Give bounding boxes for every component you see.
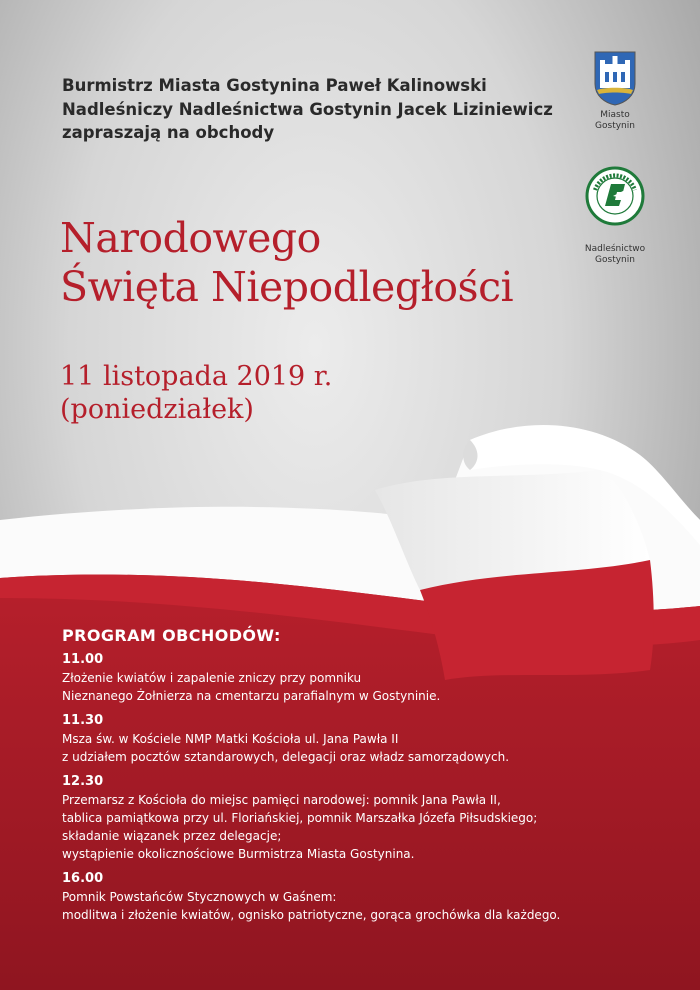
title-line-1: Narodowego [60, 214, 321, 262]
event-time: 11.00 [62, 652, 104, 667]
event-time: 16.00 [62, 871, 104, 886]
invitation-line-3: zapraszają na obchody [62, 123, 275, 142]
event-description-line: tablica pamiątkowa przy ul. Floriańskiej, pomnik Marszałka Józefa Piłsudskiego; [62, 811, 538, 825]
event-date [60, 360, 332, 426]
forest-caption-2: Gostynin [595, 255, 635, 265]
program-events [62, 651, 560, 924]
invitation-text [62, 74, 553, 145]
event-title [60, 214, 513, 312]
event-description-line: Msza św. w Kościele NMP Matki Kościoła ul. Jana Pawła II [62, 732, 399, 746]
city-caption-2: Gostynin [595, 121, 635, 131]
event-description-line: Złożenie kwiatów i zapalenie zniczy przy pomniku [62, 671, 362, 685]
event-description-line: z udziałem pocztów sztandarowych, delegacji oraz władz samorządowych. [62, 750, 510, 764]
event-description-line: Pomnik Powstańców Stycznowych w Gaśnem: [62, 890, 337, 904]
event-time: 12.30 [62, 774, 104, 789]
program-event [62, 712, 560, 766]
program-event [62, 870, 560, 924]
lasy-panstwowe-logo-icon [585, 166, 645, 226]
event-time: 11.30 [62, 713, 104, 728]
event-description-line: składanie wiązanek przez delegacje; [62, 829, 282, 843]
program-event [62, 773, 560, 863]
program-event [62, 651, 560, 705]
event-description-line: Przemarsz z Kościoła do miejsc pamięci narodowej: pomnik Jana Pawła II, [62, 793, 501, 807]
date-line-2: (poniedziałek) [60, 394, 254, 425]
invitation-line-2: Nadleśniczy Nadleśnictwa Gostynin Jacek Liziniewicz [62, 99, 553, 119]
event-description-line: wystąpienie okolicznościowe Burmistrza Miasta Gostynina. [62, 847, 415, 861]
program-section [62, 626, 560, 931]
city-caption-1: Miasto [600, 110, 630, 120]
event-description-line: Nieznanego Żołnierza na cmentarzu parafialnym w Gostyninie. [62, 689, 441, 703]
city-logo [575, 50, 655, 132]
invitation-line-1: Burmistrz Miasta Gostynina Paweł Kalinowski [62, 76, 487, 95]
title-line-2: Święta Niepodległości [60, 263, 514, 311]
city-coat-of-arms-icon [593, 50, 637, 106]
date-line-1: 11 listopada 2019 r. [60, 361, 333, 392]
event-description-line: modlitwa i złożenie kwiatów, ognisko patriotyczne, gorąca grochówka dla każdego. [62, 908, 561, 922]
program-heading: PROGRAM OBCHODÓW: [62, 626, 281, 645]
forest-logo [575, 166, 655, 266]
forest-caption-1: Nadleśnictwo [584, 244, 646, 254]
